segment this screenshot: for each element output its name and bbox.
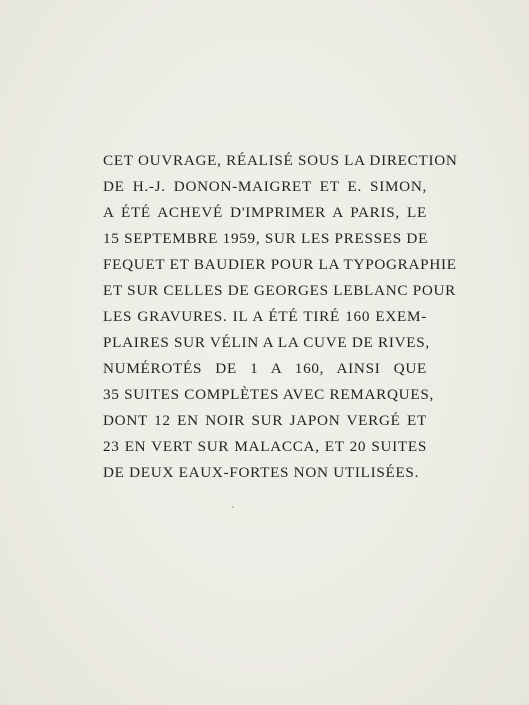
colophon-line-9: NUMÉROTÉS DE 1 A 160, AINSI QUE (103, 360, 427, 377)
colophon-line-2: DE H.-J. DONON-MAIGRET ET E. SIMON, (103, 178, 427, 195)
colophon-line-7: LES GRAVURES. IL A ÉTÉ TIRÉ 160 EXEM- (103, 308, 427, 325)
colophon-line-3: A ÉTÉ ACHEVÉ D'IMPRIMER A PARIS, LE (103, 204, 427, 221)
colophon-line-6: ET SUR CELLES DE GEORGES LEBLANC POUR (103, 282, 457, 299)
colophon-line-4: 15 SEPTEMBRE 1959, SUR LES PRESSES DE (103, 230, 429, 247)
colophon-line-5: FEQUET ET BAUDIER POUR LA TYPOGRAPHIE (103, 256, 457, 273)
colophon-line-8: PLAIRES SUR VÉLIN A LA CUVE DE RIVES, (103, 334, 430, 351)
paper-speck (232, 506, 234, 508)
colophon-line-1: CET OUVRAGE, RÉALISÉ SOUS LA DIRECTION (103, 152, 458, 169)
colophon-text (103, 148, 458, 486)
colophon-line-13: DE DEUX EAUX-FORTES NON UTILISÉES. (103, 464, 420, 481)
colophon-line-12: 23 EN VERT SUR MALACCA, ET 20 SUITES (103, 438, 427, 455)
colophon-line-11: DONT 12 EN NOIR SUR JAPON VERGÉ ET (103, 412, 427, 429)
colophon-line-10: 35 SUITES COMPLÈTES AVEC REMARQUES, (103, 386, 434, 403)
